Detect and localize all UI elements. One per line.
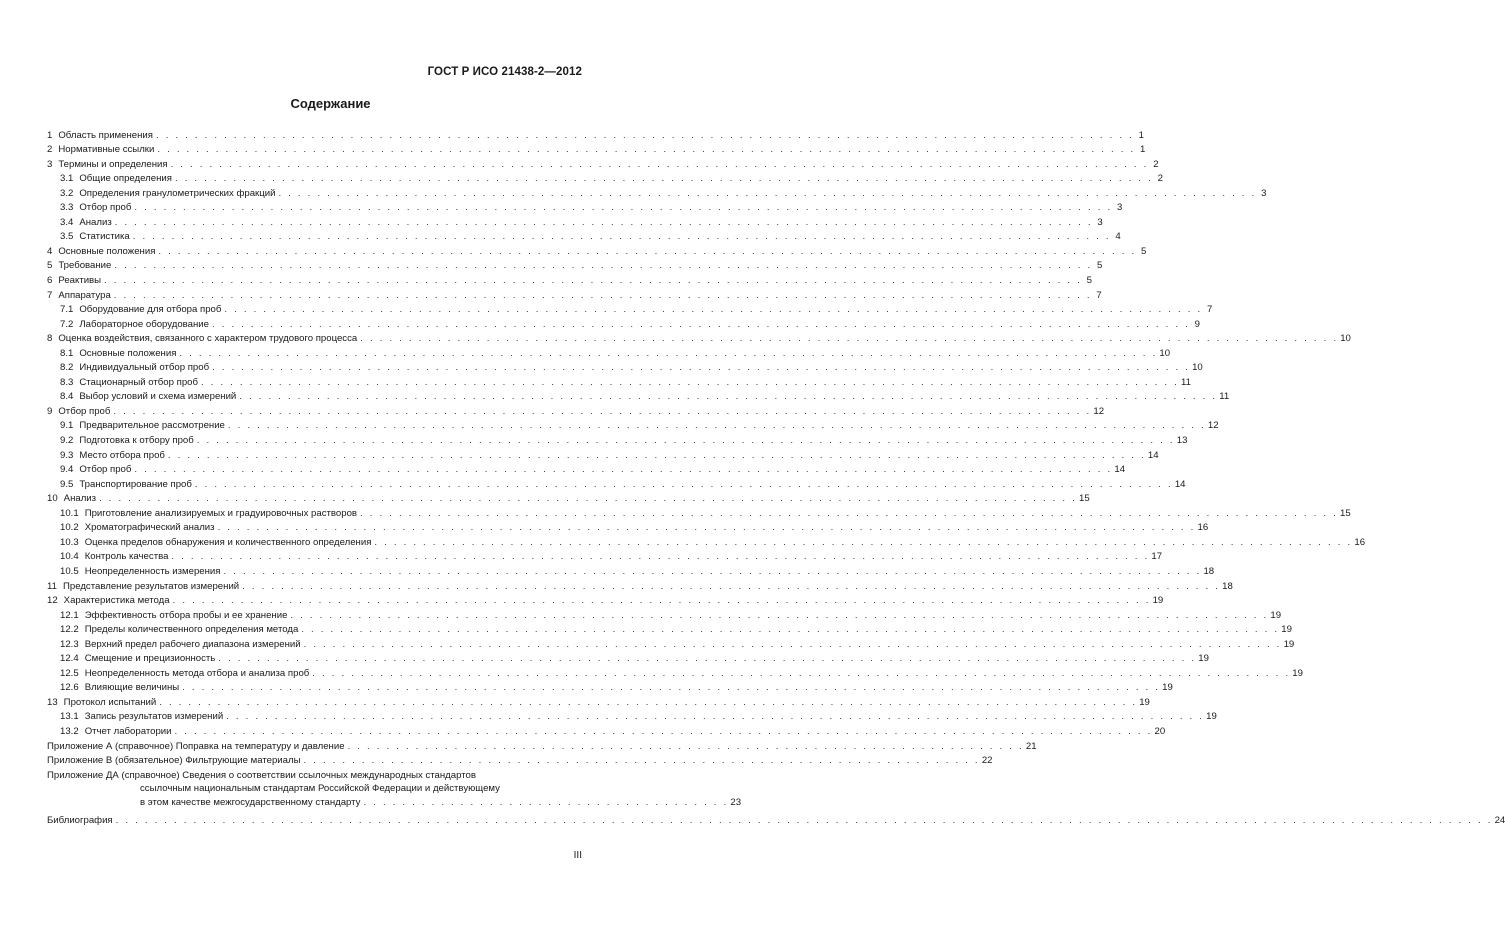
toc-entry-page: 14	[1114, 464, 1126, 476]
toc-entry[interactable]	[47, 243, 1147, 258]
toc-entry[interactable]	[47, 258, 1103, 273]
page-number: III	[573, 850, 582, 861]
toc-entry-number: 13.1	[60, 711, 79, 723]
toc-entry[interactable]	[47, 287, 1102, 302]
leader-dots	[360, 508, 1338, 520]
leader-dots	[218, 653, 1196, 665]
toc-entry-title: Выбор условий и схема измерений	[79, 391, 237, 403]
toc-entry[interactable]	[47, 200, 1123, 215]
toc-entry-page: 19	[1198, 653, 1209, 665]
toc-entry[interactable]	[47, 447, 1159, 462]
toc-entry-number: 10.3	[60, 536, 79, 548]
leader-dots	[239, 391, 1217, 403]
toc-entry-page: 4	[1115, 231, 1121, 243]
toc-entry-number: 2	[47, 144, 53, 156]
leader-dots	[133, 231, 1111, 243]
toc-bibliography-page: 24	[1494, 814, 1505, 826]
toc-entry-number: 5	[47, 260, 53, 272]
toc-entry-title: Термины и определения	[58, 158, 168, 170]
toc-entry-number: 8.2	[60, 362, 74, 374]
toc-entry-number: 7.2	[60, 318, 74, 330]
toc-entry-page: 5	[1141, 245, 1147, 257]
toc-entry-title: Стационарный отбор проб	[79, 376, 198, 388]
leader-dots	[228, 420, 1206, 432]
toc-entry-number: 12.4	[60, 653, 79, 665]
toc-entry-page: 15	[1079, 493, 1090, 505]
toc-entry-number: 3.3	[60, 202, 74, 214]
toc-entry[interactable]	[47, 593, 1164, 608]
toc-appendix-a-label: Приложение А (справочное) Поправка на температуру и давление	[47, 740, 345, 752]
toc-bibliography-label: Библиография	[47, 814, 113, 826]
toc-entry-page: 5	[1097, 260, 1103, 272]
toc-entry[interactable]	[47, 534, 1366, 549]
toc-entry-number: 12.3	[60, 638, 79, 650]
toc-entry-number: 10.2	[60, 522, 79, 534]
toc-entry-title: Верхний предел рабочего диапазона измерений	[84, 638, 301, 650]
toc-entry-number: 10	[47, 493, 58, 505]
toc-entry-title: Оценка пределов обнаружения и количественного определения	[84, 536, 372, 548]
leader-dots	[360, 333, 1338, 345]
toc-entry-title: Индивидуальный отбор проб	[79, 362, 210, 374]
leader-dots: . . . . . . . . . . . . . . . . . . . . . . . . . . . . . . . . . . . . . . . . . . . . . . . . . . . . . . . . . . . . . . . . . . . . . . . . . . . . . . . . . . . . . . . . . . . . . . . . . . . . . . . . . . . . . . . . . . . . . . . . . . . . . . . . . . . . . . . . . . . . . .	[115, 814, 1493, 826]
toc-entry-number: 9.4	[60, 464, 74, 476]
leader-dots	[175, 173, 1153, 185]
leader-dots	[212, 319, 1190, 331]
toc-entry[interactable]	[47, 272, 1093, 287]
toc-entry-title: Отчет лаборатории	[84, 725, 172, 737]
leader-dots	[182, 682, 1160, 694]
toc-entry[interactable]	[47, 476, 1186, 491]
toc-entry[interactable]	[47, 142, 1146, 157]
toc-appendix-b-page: 22	[981, 755, 993, 767]
toc-entry-title: Анализ	[79, 216, 112, 228]
toc-entry[interactable]	[47, 389, 1230, 404]
leader-dots	[312, 668, 1290, 680]
toc-entry-page: 10	[1159, 347, 1171, 359]
toc-entry-title: Предварительное рассмотрение	[79, 420, 225, 432]
toc-entry-title: Неопределенность метода отбора и анализа проб	[84, 667, 310, 679]
toc-entry-number: 6	[47, 275, 53, 287]
toc-entry-number: 8.4	[60, 391, 74, 403]
toc-entry-page: 14	[1174, 478, 1186, 490]
toc-entry[interactable]	[47, 462, 1126, 477]
toc-entry-title: Неопределенность измерения	[84, 565, 221, 577]
toc-entry[interactable]	[47, 432, 1188, 447]
toc-entry-title: Представление результатов измерений	[62, 580, 240, 592]
toc-entry-number: 9.2	[60, 435, 74, 447]
toc-entry-page: 2	[1157, 173, 1163, 185]
leader-dots	[242, 581, 1220, 593]
toc-entry-title: Хроматографический анализ	[84, 522, 215, 534]
toc-appendix-da-page: 23	[730, 796, 742, 808]
toc-entry-page: 16	[1354, 536, 1366, 548]
toc-appendix-da[interactable]	[47, 767, 584, 782]
toc-entry[interactable]	[47, 302, 1213, 317]
toc-entry-page: 19	[1281, 624, 1292, 636]
toc-entry-number: 8.3	[60, 376, 74, 388]
leader-dots	[304, 639, 1282, 651]
toc-entry-title: Пределы количественного определения метода	[84, 624, 299, 636]
toc-appendix-da-cont	[47, 782, 584, 796]
toc-entry-title: Основные положения	[58, 245, 156, 257]
toc-appendix-a-page: 21	[1025, 740, 1037, 752]
toc-entry-page: 18	[1203, 565, 1215, 577]
toc-entry-number: 12.2	[60, 624, 79, 636]
leader-dots	[197, 435, 1175, 447]
toc-entry-page: 10	[1192, 362, 1203, 374]
toc-appendix-da-line3: в этом качестве межгосударственному стандарту	[140, 796, 361, 808]
toc-entry[interactable]	[47, 549, 1163, 564]
toc-entry-page: 19	[1283, 638, 1295, 650]
toc-entry-page: 13	[1176, 435, 1188, 447]
leader-dots	[156, 130, 1134, 142]
leader-dots	[175, 726, 1153, 738]
toc-entry-page: 7	[1096, 289, 1102, 301]
table-of-contents	[47, 127, 1505, 827]
toc-entry[interactable]	[47, 520, 1209, 535]
leader-dots	[134, 202, 1112, 214]
toc-entry-number: 3.1	[60, 173, 74, 185]
toc-entry-number: 12.1	[60, 609, 79, 621]
toc-entry-title: Нормативные ссылки	[58, 144, 155, 156]
leader-dots	[157, 144, 1135, 156]
leader-dots	[212, 362, 1190, 374]
toc-entry-number: 3.2	[60, 187, 74, 199]
toc-entry-title: Подготовка к отбору проб	[79, 435, 194, 447]
toc-entry-number: 9	[47, 405, 53, 417]
toc-entry-title: Статистика	[79, 231, 130, 243]
toc-entry-title: Общие определения	[79, 173, 172, 185]
toc-entry-title: Отбор проб	[79, 464, 132, 476]
leader-dots	[173, 595, 1151, 607]
toc-entry[interactable]	[47, 607, 1282, 622]
leader-dots	[179, 348, 1157, 360]
toc-entry-page: 14	[1147, 449, 1159, 461]
toc-bibliography[interactable]	[47, 809, 1505, 827]
toc-entry-title: Контроль качества	[84, 551, 169, 563]
toc-entry[interactable]	[47, 345, 1171, 360]
toc-entry-title: Оборудование для отбора проб	[79, 304, 222, 316]
toc-entry-number: 12.6	[60, 682, 79, 694]
toc-entry[interactable]	[47, 622, 1292, 637]
toc-appendix-da-line2: ссылочным национальным стандартам Российской Федерации и действующему	[140, 783, 500, 795]
toc-entry-title: Лабораторное оборудование	[79, 318, 209, 330]
toc-entry[interactable]	[47, 694, 1150, 709]
toc-entry-number: 9.3	[60, 449, 74, 461]
toc-entry[interactable]	[47, 316, 1200, 331]
toc-entry[interactable]	[47, 563, 1215, 578]
toc-entry-number: 1	[47, 129, 53, 141]
toc-entry-number: 7.1	[60, 304, 74, 316]
toc-entry-number: 10.5	[60, 565, 79, 577]
toc-appendix-a[interactable]	[47, 738, 1037, 753]
toc-entry-title: Характеристика метода	[63, 595, 170, 607]
toc-entry-page: 3	[1117, 202, 1123, 214]
toc-entry-page: 7	[1207, 304, 1213, 316]
toc-entry[interactable]	[47, 171, 1163, 186]
toc-entry-number: 10.4	[60, 551, 79, 563]
toc-appendix-da-line1: Приложение ДА (справочное) Сведения о соответствии ссылочных международных стандартов	[47, 769, 476, 781]
leader-dots	[168, 450, 1146, 462]
toc-entry-title: Область применения	[58, 129, 153, 141]
leader-dots	[226, 711, 1204, 723]
toc-entry[interactable]	[47, 374, 1191, 389]
toc-entry[interactable]	[47, 418, 1219, 433]
toc-entry[interactable]	[47, 185, 1267, 200]
toc-entry-page: 11	[1219, 391, 1230, 403]
toc-entry-title: Определения гранулометрических фракций	[79, 187, 276, 199]
toc-entry[interactable]	[47, 578, 1233, 593]
toc-entry-number: 4	[47, 245, 53, 257]
toc-entry-title: Влияющие величины	[84, 682, 180, 694]
leader-dots	[113, 406, 1091, 418]
toc-entry-number: 3.4	[60, 216, 74, 228]
leader-dots	[114, 290, 1092, 302]
toc-entry-title: Отбор проб	[79, 202, 132, 214]
leader-dots	[278, 188, 1256, 200]
leader-dots: . . . . . . . . . . . . . . . . . . . . . . . . . . . . . . . . . . . . . .	[363, 796, 729, 808]
toc-entry-page: 18	[1222, 580, 1233, 592]
toc-entry-number: 8.1	[60, 347, 74, 359]
toc-entry-page: 12	[1093, 405, 1105, 417]
toc-entry-number: 11	[47, 580, 57, 592]
leader-dots	[159, 697, 1137, 709]
toc-entry-title: Приготовление анализируемых и градуировочных растворов	[84, 507, 358, 519]
toc-entry[interactable]	[47, 214, 1103, 229]
toc-entry-page: 20	[1154, 725, 1166, 737]
toc-entry-page: 3	[1097, 216, 1103, 228]
toc-entry-title: Место отбора проб	[79, 449, 165, 461]
leader-dots	[374, 537, 1352, 549]
toc-entry-page: 19	[1270, 609, 1282, 621]
toc-entry-title: Смещение и прецизионность	[84, 653, 216, 665]
leader-dots	[171, 551, 1149, 563]
toc-entry-page: 19	[1152, 595, 1164, 607]
toc-entry-page: 19	[1206, 711, 1217, 723]
toc-entry-title: Анализ	[63, 493, 97, 505]
toc-entry[interactable]	[47, 709, 1217, 724]
toc-entry-number: 9.1	[60, 420, 74, 432]
toc-entry-title: Протокол испытаний	[63, 696, 157, 708]
document-code: ГОСТ Р ИСО 21438-2—2012	[427, 66, 582, 78]
toc-entry-page: 19	[1139, 696, 1150, 708]
toc-entry[interactable]	[47, 491, 1090, 506]
toc-appendix-da-cont2	[47, 795, 742, 809]
toc-entry-title: Отбор проб	[58, 405, 111, 417]
leader-dots: . . . . . . . . . . . . . . . . . . . . . . . . . . . . . . . . . . . . . . . . . . . . . . . . . . . . . . . . . . . . . . . . . . . . . .	[303, 755, 980, 767]
toc-entry-page: 3	[1261, 187, 1267, 199]
toc-entry-title: Запись результатов измерений	[84, 711, 224, 723]
leader-dots	[301, 624, 1279, 636]
toc-entry-number: 12.5	[60, 667, 79, 679]
toc-entry-page: 15	[1339, 507, 1351, 519]
toc-entry[interactable]	[47, 229, 1121, 244]
toc-appendix-b[interactable]	[47, 753, 993, 768]
toc-entry-number: 12	[47, 595, 58, 607]
toc-entry-number: 10.1	[60, 507, 79, 519]
leader-dots	[158, 246, 1136, 258]
toc-entry-title: Оценка воздействия, связанного с характером трудового процесса	[58, 333, 358, 345]
toc-entry-number: 13.2	[60, 725, 79, 737]
toc-entry-page: 12	[1207, 420, 1219, 432]
leader-dots	[99, 493, 1077, 505]
leader-dots	[171, 159, 1149, 171]
toc-entry-page: 17	[1151, 551, 1163, 563]
toc-rows	[47, 127, 1366, 738]
toc-entry-number: 3	[47, 158, 53, 170]
toc-entry[interactable]	[47, 651, 1209, 666]
toc-entry-number: 3.5	[60, 231, 74, 243]
toc-entry-page: 19	[1292, 667, 1303, 679]
toc-entry-page: 1	[1139, 144, 1146, 156]
leader-dots	[114, 260, 1092, 272]
leader-dots	[134, 464, 1112, 476]
leader-dots	[195, 479, 1173, 491]
toc-entry-page: 2	[1153, 158, 1159, 170]
leader-dots	[201, 377, 1179, 389]
leader-dots	[104, 275, 1082, 287]
toc-entry-page: 5	[1086, 275, 1093, 287]
toc-entry-page: 19	[1162, 682, 1173, 694]
toc-entry[interactable]	[47, 403, 1105, 418]
leader-dots	[290, 610, 1268, 622]
leader-dots	[218, 522, 1196, 534]
toc-entry-title: Требование	[58, 260, 112, 272]
toc-entry-page: 11	[1180, 376, 1191, 388]
toc-entry-title: Эффективность отбора пробы и ее хранение	[84, 609, 288, 621]
toc-entry[interactable]	[47, 156, 1159, 171]
toc-entry-number: 7	[47, 289, 53, 301]
toc-entry-page: 10	[1340, 333, 1351, 345]
appendix-list	[47, 738, 1505, 827]
toc-entry-title: Реактивы	[58, 275, 102, 287]
leader-dots: . . . . . . . . . . . . . . . . . . . . . . . . . . . . . . . . . . . . . . . . . . . . . . . . . . . . . . . . . . . . . . . . . . . . . .	[347, 740, 1024, 752]
toc-entry[interactable]	[47, 680, 1173, 695]
toc-entry[interactable]	[47, 505, 1351, 520]
toc-entry[interactable]	[47, 331, 1351, 346]
leader-dots	[224, 304, 1202, 316]
toc-entry-number: 9.5	[60, 478, 74, 490]
toc-appendix-b-label: Приложение В (обязательное) Фильтрующие материалы	[47, 755, 301, 767]
toc-entry[interactable]	[47, 723, 1166, 738]
toc-entry-title: Транспортирование проб	[79, 478, 192, 490]
toc-entry[interactable]	[47, 360, 1203, 375]
page-title: Содержание	[290, 96, 371, 111]
toc-entry-page: 9	[1194, 318, 1200, 330]
toc-entry-page: 16	[1197, 522, 1209, 534]
toc-entry[interactable]	[47, 665, 1303, 680]
toc-entry-number: 13	[47, 696, 58, 708]
toc-entry-title: Основные положения	[79, 347, 177, 359]
toc-entry[interactable]	[47, 127, 1144, 142]
leader-dots	[224, 566, 1202, 578]
toc-entry-page: 1	[1138, 129, 1144, 141]
leader-dots	[115, 217, 1093, 229]
toc-entry[interactable]	[47, 636, 1295, 651]
toc-entry-number: 8	[47, 333, 53, 345]
toc-entry-title: Аппаратура	[58, 289, 111, 301]
